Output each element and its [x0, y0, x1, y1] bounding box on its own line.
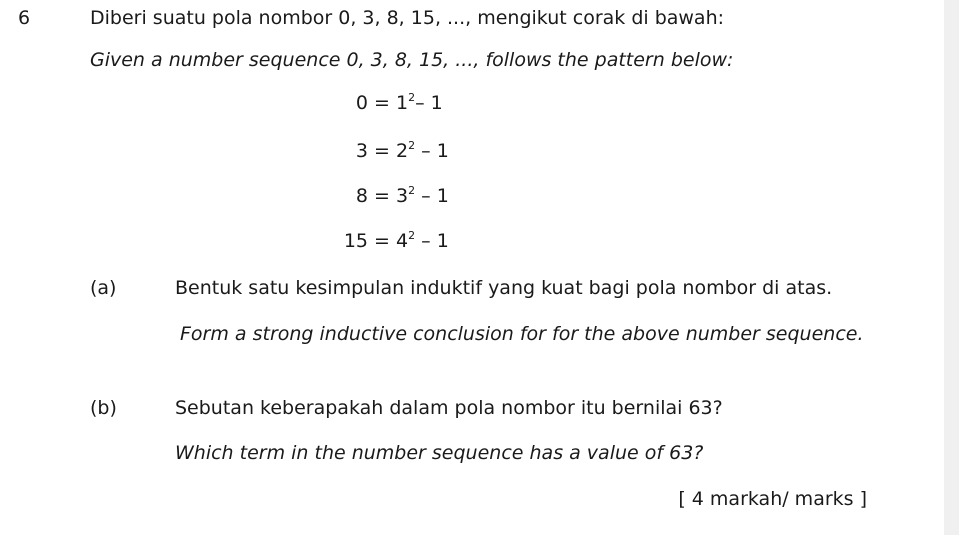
equation-rest: – 1 [421, 140, 449, 162]
equation-base: 1 [396, 92, 409, 114]
equation-base: 2 [396, 140, 409, 162]
part-a-label: (a) [90, 277, 117, 299]
equation-exponent: 2 [408, 91, 416, 104]
equation-row [340, 139, 470, 163]
equation-exponent: 2 [408, 184, 416, 197]
equation-base: 3 [396, 185, 409, 207]
equation-base: 4 [396, 230, 409, 252]
equation-exponent: 2 [408, 229, 416, 242]
equation-rest: – 1 [421, 185, 449, 207]
equation-lhs: 8 [355, 185, 368, 207]
question-number: 6 [18, 7, 31, 29]
equation-rest: – 1 [415, 92, 443, 114]
part-a-english: Form a strong inductive conclusion for for the above number sequence. [180, 323, 864, 345]
marks-label: [ 4 markah/ marks ] [678, 488, 867, 510]
equation-row [340, 91, 470, 115]
part-b-english: Which term in the number sequence has a value of 63? [175, 442, 704, 464]
part-b-malay: Sebutan keberapakah dalam pola nombor itu bernilai 63? [175, 397, 723, 419]
equation-equals: = [374, 92, 390, 114]
equation-lhs: 0 [355, 92, 368, 114]
equation-rest: – 1 [421, 230, 449, 252]
part-a-malay: Bentuk satu kesimpulan induktif yang kuat bagi pola nombor di atas. [175, 277, 833, 299]
part-b-label: (b) [90, 397, 117, 419]
equation-equals: = [374, 140, 390, 162]
equation-lhs: 15 [343, 230, 368, 252]
intro-malay: Diberi suatu pola nombor 0, 3, 8, 15, ..., mengikut corak di bawah: [90, 7, 725, 29]
equation-equals: = [374, 230, 390, 252]
equation-lhs: 3 [355, 140, 368, 162]
equation-row [340, 229, 470, 253]
equation-equals: = [374, 185, 390, 207]
equation-exponent: 2 [408, 139, 416, 152]
scrollbar[interactable] [944, 0, 959, 535]
equation-row [340, 184, 470, 208]
intro-english: Given a number sequence 0, 3, 8, 15, ..., follows the pattern below: [90, 49, 734, 71]
